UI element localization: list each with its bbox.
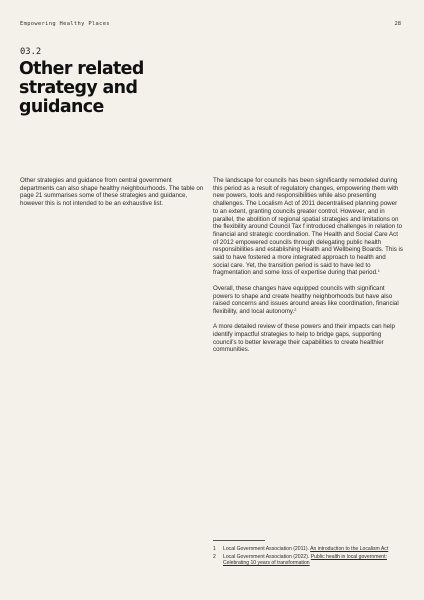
footnote-ref-1[interactable]: 1 [377, 269, 380, 274]
publication-title: Empowering Healthy Places [20, 21, 110, 27]
title-line-1: Other related [19, 59, 144, 79]
footnote-number: 1 [213, 546, 216, 552]
footnotes [213, 546, 403, 568]
body-paragraph-3: A more detailed review of these powers and their impacts can help identify impactful strategies to help to bridge gaps, supporting council's to better leverage their capabilities to create healthier communities. [213, 323, 395, 354]
footnote-source: Local Government Association (2022). [223, 553, 311, 560]
footnote-link[interactable]: An introduction to the Localism Act [310, 546, 389, 552]
footnote-source: Local Government Association (2011). [223, 546, 311, 552]
body-paragraph-1-text: The landscape for councils has been significantly remodeled during this period as a result of regulatory changes, empowering them with new powers, tools and responsibilities while also presenting challenges. The Localism Act of 2011 decentralised planning power to an extent, granting councils greater control. However, and in parallel, the abolition of regional spatial strategies and limitations on the flexibility around Council Tax f introduced challenges in relation to financial and strategic coordination. The Health and Social Care Act of 2012 empowered councils through delegating public health responsibilities and establishing Health and Wellbeing Boards. This is said to have fostered a more integrated approach to health and social care. Yet, the transition period is said to have led to fragmentation and some loss of expertise during that period. [213, 177, 403, 277]
title-line-3: guidance [19, 97, 104, 118]
footnote-number: 2 [213, 553, 216, 560]
page-title [19, 60, 219, 118]
footnote-2 [213, 554, 403, 567]
intro-paragraph: Other strategies and guidance from central government departments can also shape healthy neighbourhoods. The table on page 21 summarises some of these strategies and guidance, however this is not intended to be an exhaustive list. [20, 177, 204, 208]
left-column [20, 177, 205, 216]
title-line-2: strategy and [19, 78, 138, 99]
body-paragraph-2 [213, 285, 403, 316]
footnote-link[interactable]: Public health in local government: Celebrating 10 years of transformation [223, 553, 387, 567]
page-number: 28 [394, 21, 401, 27]
footnote-text [223, 554, 403, 567]
body-paragraph-2-text: Overall, these changes have equipped councils with significant powers to shape and create healthy neighborhoods but have also raised concerns and issues around areas like coordination, financial flexibility, and local autonomy. [213, 284, 399, 315]
right-column [213, 177, 403, 362]
footnote-ref-2[interactable]: 2 [294, 307, 297, 312]
footnote-text [223, 546, 388, 553]
body-paragraph-1 [213, 177, 403, 277]
footnote-divider [213, 540, 265, 541]
footnote-1 [213, 546, 403, 553]
section-number: 03.2 [20, 47, 42, 57]
